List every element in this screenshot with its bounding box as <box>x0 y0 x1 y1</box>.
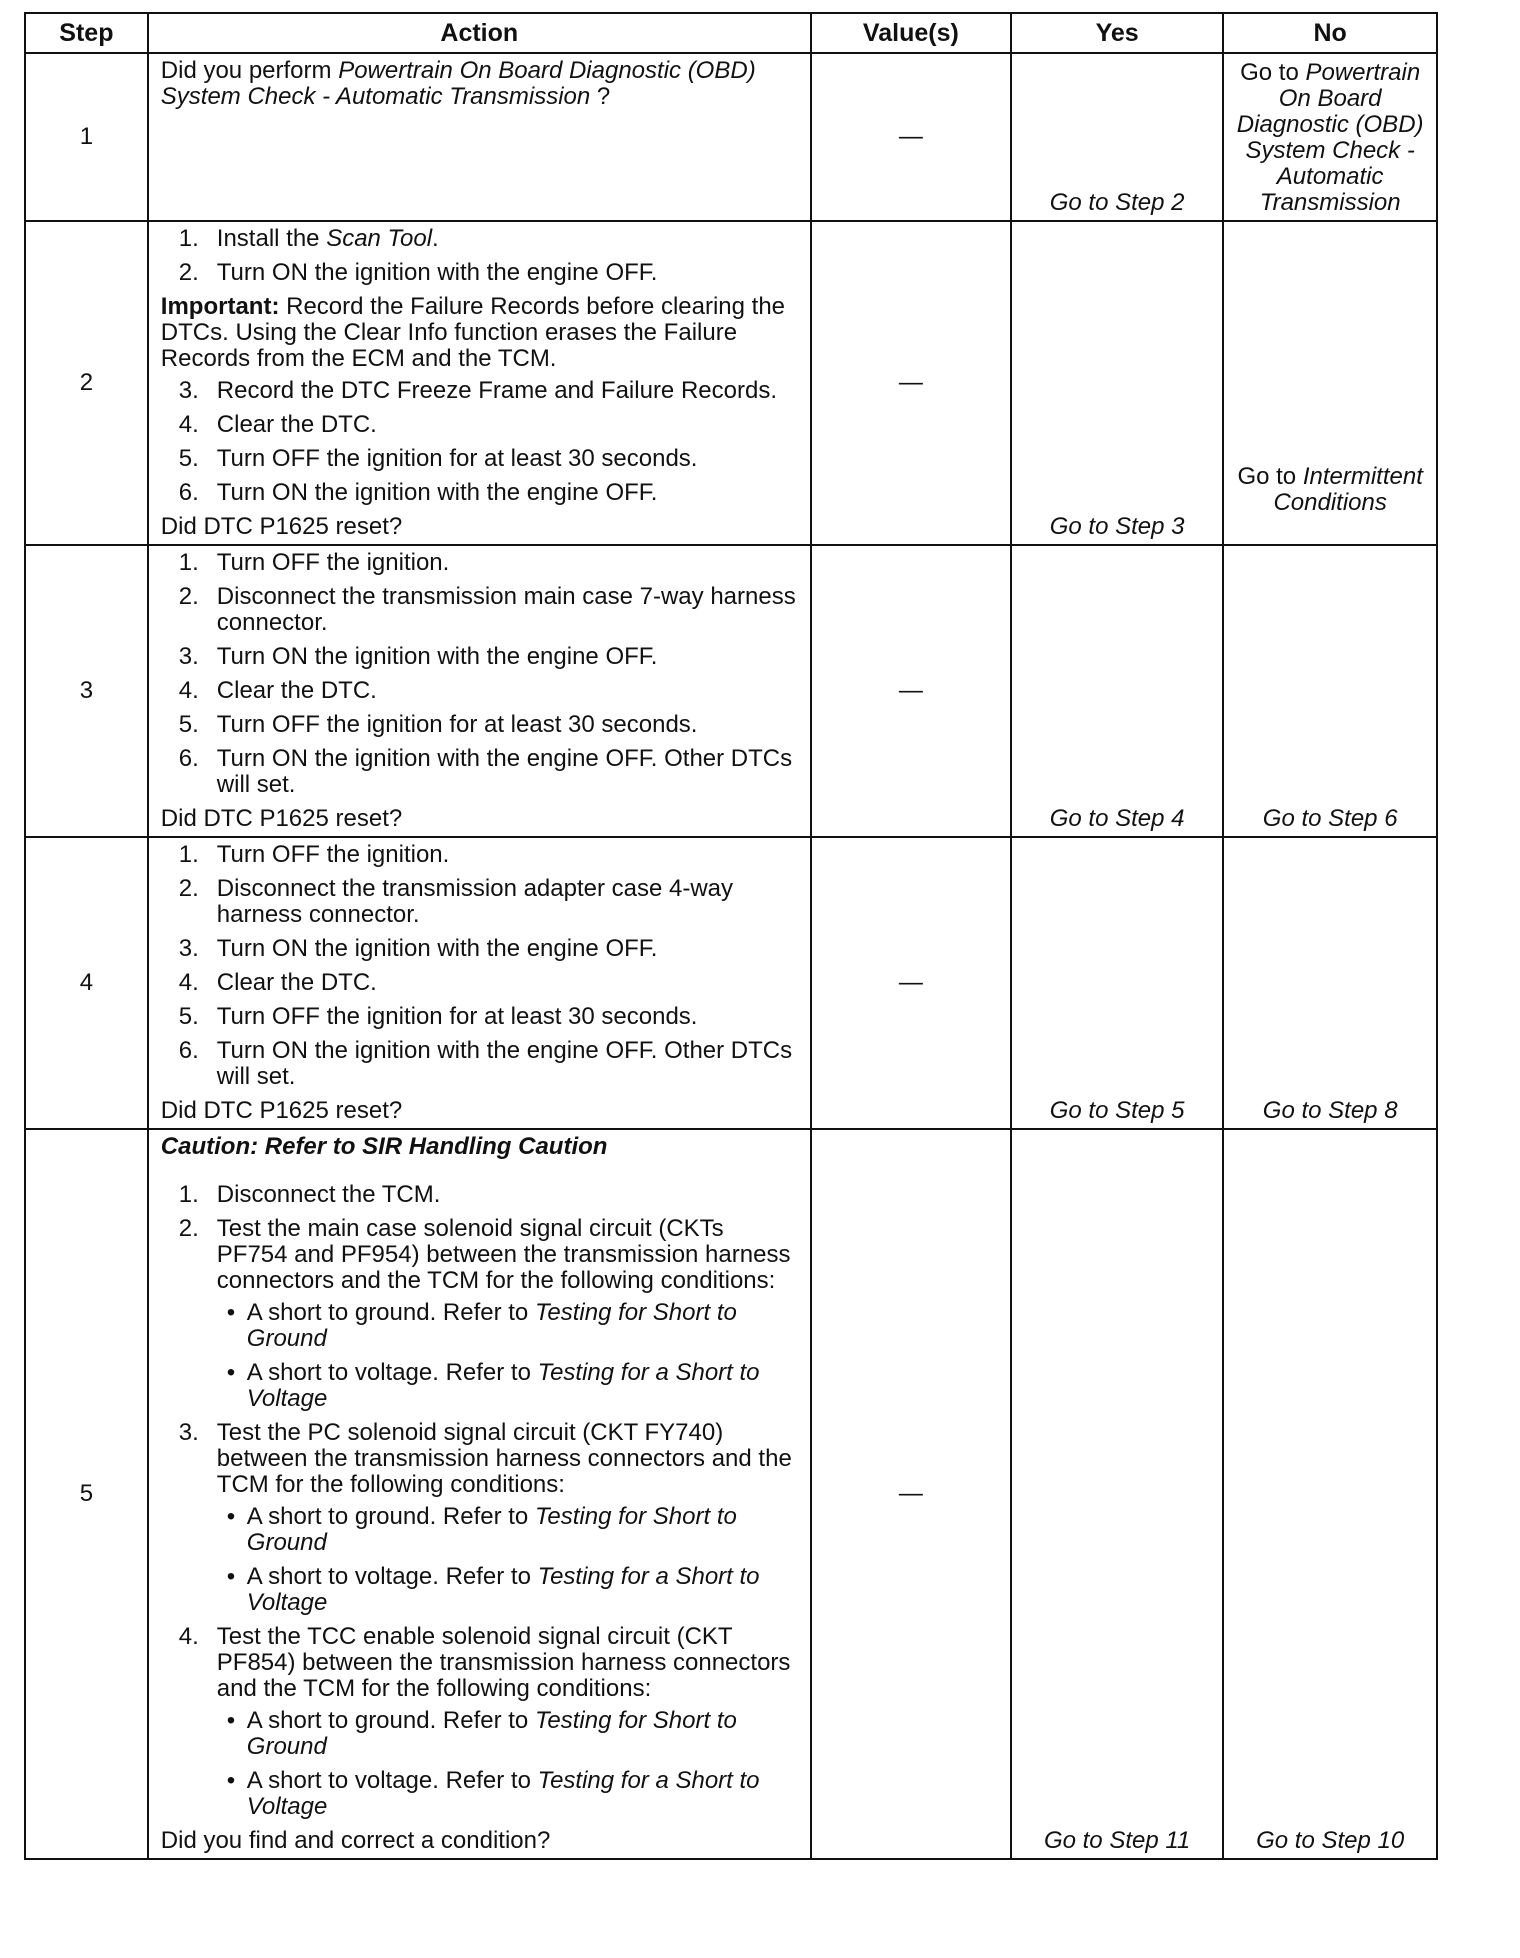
item-text: Turn ON the ignition with the engine OFF. <box>216 935 658 962</box>
bullet-text: A short to voltage. Refer to <box>246 1767 538 1794</box>
list-item <box>161 876 800 928</box>
list-item <box>161 480 800 506</box>
list-item <box>161 446 800 472</box>
bullet-mark: • <box>226 1563 236 1590</box>
item-text: Test the PC solenoid signal circuit (CKT FY740) between the transmission harness connectors and the TCM for the following conditions: <box>216 1419 792 1498</box>
condition-list <box>217 1504 800 1616</box>
yes-goto: Go to Step 4 <box>1049 805 1185 832</box>
item-text: Turn ON the ignition with the engine OFF. Other DTCs will set. <box>216 745 793 798</box>
item-number: 5. <box>178 711 199 738</box>
no-goto: Go to Step 6 <box>1262 805 1398 832</box>
header-values: Value(s) <box>811 13 1011 53</box>
procedure-list <box>161 378 800 506</box>
item-number: 2. <box>178 259 199 286</box>
item-number: 4. <box>178 677 199 704</box>
list-item <box>161 584 800 636</box>
procedure-list <box>161 550 800 798</box>
item-text: Record the DTC Freeze Frame and Failure Records. <box>216 377 777 404</box>
yes-goto: Go to Step 2 <box>1049 189 1185 216</box>
bullet-mark: • <box>226 1359 236 1386</box>
item-number: 4. <box>178 969 199 996</box>
bullet-text: A short to ground. Refer to <box>246 1707 535 1734</box>
item-number: 3. <box>178 935 199 962</box>
bullet-item <box>217 1564 800 1616</box>
bullet-text: A short to voltage. Refer to <box>246 1359 538 1386</box>
item-number: 5. <box>178 445 199 472</box>
table-row-step-2 <box>25 221 1437 545</box>
item-link: Scan Tool <box>326 225 433 252</box>
item-text: Turn OFF the ignition. <box>216 841 450 868</box>
action-cell <box>148 1129 811 1859</box>
list-item <box>161 1004 800 1030</box>
item-text: Turn ON the ignition with the engine OFF. <box>216 479 658 506</box>
bullet-link: Testing for Short to Ground <box>246 1299 737 1352</box>
bullet-mark: • <box>226 1299 236 1326</box>
item-text: Clear the DTC. <box>216 411 377 438</box>
question-text: Did you find and correct a condition? <box>160 1827 551 1854</box>
item-number: 4. <box>178 1623 199 1650</box>
question-link: Powertrain On Board Diagnostic (OBD) System Check - Automatic Transmission <box>160 57 756 110</box>
bullet-item <box>217 1300 800 1352</box>
yes-goto: Go to Step 3 <box>1049 513 1185 540</box>
table-row-step-4 <box>25 837 1437 1129</box>
bullet-text: A short to voltage. Refer to <box>246 1563 538 1590</box>
condition-list <box>217 1300 800 1412</box>
header-step: Step <box>25 13 148 53</box>
header-action: Action <box>148 13 811 53</box>
important-text: Record the Failure Records before clearing the DTCs. Using the Clear Info function erases the Failure Records from the ECM and the TCM. <box>160 293 786 372</box>
yes-goto: Go to Step 5 <box>1049 1097 1185 1124</box>
no-goto-link: Intermittent Conditions <box>1273 463 1423 516</box>
list-item <box>161 226 800 252</box>
important-label: Important: <box>160 293 280 320</box>
header-yes: Yes <box>1011 13 1223 53</box>
bullet-mark: • <box>226 1707 236 1734</box>
bullet-mark: • <box>226 1503 236 1530</box>
item-number: 2. <box>178 583 199 610</box>
item-number: 1. <box>178 841 199 868</box>
bullet-link: Testing for a Short to Voltage <box>246 1767 760 1820</box>
list-item <box>161 550 800 576</box>
item-number: 1. <box>178 1181 199 1208</box>
table-row-step-3 <box>25 545 1437 837</box>
no-goto: Go to Step 8 <box>1262 1097 1398 1124</box>
item-number: 4. <box>178 411 199 438</box>
yes-cell <box>1011 221 1223 545</box>
no-goto <box>1224 54 1436 220</box>
item-text: Test the TCC enable solenoid signal circuit (CKT PF854) between the transmission harness connectors and the TCM for the following conditions: <box>216 1623 791 1702</box>
no-goto-prefix: Go to <box>1237 463 1303 490</box>
no-cell <box>1223 545 1437 837</box>
caution-note: Caution: Refer to SIR Handling Caution <box>160 1133 608 1160</box>
item-text: Turn ON the ignition with the engine OFF. Other DTCs will set. <box>216 1037 793 1090</box>
procedure-list <box>161 226 800 286</box>
important-note <box>161 294 800 372</box>
item-number: 3. <box>178 643 199 670</box>
step-number: 4 <box>25 837 148 1129</box>
list-item <box>161 1182 800 1208</box>
list-item <box>161 412 800 438</box>
no-cell <box>1223 221 1437 545</box>
bullet-item <box>217 1708 800 1760</box>
no-goto-link: Powertrain On Board Diagnostic (OBD) System Check - Automatic Transmission <box>1236 59 1424 216</box>
list-item <box>161 644 800 670</box>
item-text: Clear the DTC. <box>216 677 377 704</box>
step-number: 1 <box>25 53 148 221</box>
bullet-mark: • <box>226 1767 236 1794</box>
item-text: Install the <box>216 225 327 252</box>
item-text: Turn OFF the ignition for at least 30 seconds. <box>216 445 698 472</box>
list-item <box>161 970 800 996</box>
question-text: Did DTC P1625 reset? <box>160 1097 403 1124</box>
procedure-list <box>161 1182 800 1820</box>
bullet-link: Testing for a Short to Voltage <box>246 1563 760 1616</box>
list-item <box>161 842 800 868</box>
yes-cell <box>1011 545 1223 837</box>
list-item <box>161 1216 800 1412</box>
yes-cell <box>1011 837 1223 1129</box>
yes-goto: Go to Step 11 <box>1043 1827 1191 1854</box>
action-cell <box>148 221 811 545</box>
question-prefix: Did you perform <box>160 57 339 84</box>
item-text: Clear the DTC. <box>216 969 377 996</box>
step-number: 2 <box>25 221 148 545</box>
step-number: 3 <box>25 545 148 837</box>
item-text: Turn OFF the ignition. <box>216 549 450 576</box>
value-cell: — <box>811 221 1011 545</box>
bullet-text: A short to ground. Refer to <box>246 1503 535 1530</box>
list-item <box>161 712 800 738</box>
list-item <box>161 1624 800 1820</box>
item-number: 5. <box>178 1003 199 1030</box>
item-text: Disconnect the transmission adapter case 4-way harness connector. <box>216 875 734 928</box>
question-text <box>161 58 800 110</box>
bullet-item <box>217 1768 800 1820</box>
bullet-link: Testing for Short to Ground <box>246 1707 737 1760</box>
list-item <box>161 1038 800 1090</box>
bullet-item <box>217 1504 800 1556</box>
action-cell <box>148 837 811 1129</box>
item-text: Turn ON the ignition with the engine OFF. <box>216 259 658 286</box>
bullet-text: A short to ground. Refer to <box>246 1299 535 1326</box>
item-number: 6. <box>178 745 199 772</box>
value-cell: — <box>811 1129 1011 1859</box>
header-no: No <box>1223 13 1437 53</box>
item-number: 6. <box>178 1037 199 1064</box>
value-cell: — <box>811 837 1011 1129</box>
item-text: Test the main case solenoid signal circuit (CKTs PF754 and PF954) between the transmission harness connectors and the TCM for the following conditions: <box>216 1215 791 1294</box>
list-item <box>161 1420 800 1616</box>
diagnostic-table <box>24 12 1438 1860</box>
item-number: 2. <box>178 1215 199 1242</box>
value-cell: — <box>811 545 1011 837</box>
item-text: Disconnect the transmission main case 7-way harness connector. <box>216 583 796 636</box>
bullet-link: Testing for a Short to Voltage <box>246 1359 760 1412</box>
action-cell <box>148 53 811 221</box>
item-text: Turn OFF the ignition for at least 30 seconds. <box>216 711 698 738</box>
table-row-step-1 <box>25 53 1437 221</box>
item-text: Disconnect the TCM. <box>216 1181 441 1208</box>
question-suffix: ? <box>590 83 611 110</box>
value-cell: — <box>811 53 1011 221</box>
item-text: Turn OFF the ignition for at least 30 seconds. <box>216 1003 698 1030</box>
no-cell <box>1223 1129 1437 1859</box>
list-item <box>161 936 800 962</box>
condition-list <box>217 1708 800 1820</box>
question-text: Did DTC P1625 reset? <box>160 805 403 832</box>
item-number: 2. <box>178 875 199 902</box>
step-number: 5 <box>25 1129 148 1859</box>
item-text-post: . <box>432 225 439 252</box>
no-goto: Go to Step 10 <box>1256 1827 1405 1854</box>
list-item <box>161 746 800 798</box>
yes-cell <box>1011 53 1223 221</box>
header-row <box>25 13 1437 53</box>
item-number: 3. <box>178 1419 199 1446</box>
no-cell <box>1223 837 1437 1129</box>
procedure-list <box>161 842 800 1090</box>
list-item <box>161 378 800 404</box>
item-number: 6. <box>178 479 199 506</box>
yes-cell <box>1011 1129 1223 1859</box>
no-goto <box>1224 464 1436 544</box>
table-row-step-5 <box>25 1129 1437 1859</box>
no-cell <box>1223 53 1437 221</box>
action-cell <box>148 545 811 837</box>
list-item <box>161 260 800 286</box>
item-number: 3. <box>178 377 199 404</box>
no-goto-prefix: Go to <box>1240 59 1306 86</box>
item-number: 1. <box>178 549 199 576</box>
list-item <box>161 678 800 704</box>
item-text: Turn ON the ignition with the engine OFF. <box>216 643 658 670</box>
question-text: Did DTC P1625 reset? <box>160 513 403 540</box>
item-number: 1. <box>178 225 199 252</box>
bullet-item <box>217 1360 800 1412</box>
bullet-link: Testing for Short to Ground <box>246 1503 737 1556</box>
